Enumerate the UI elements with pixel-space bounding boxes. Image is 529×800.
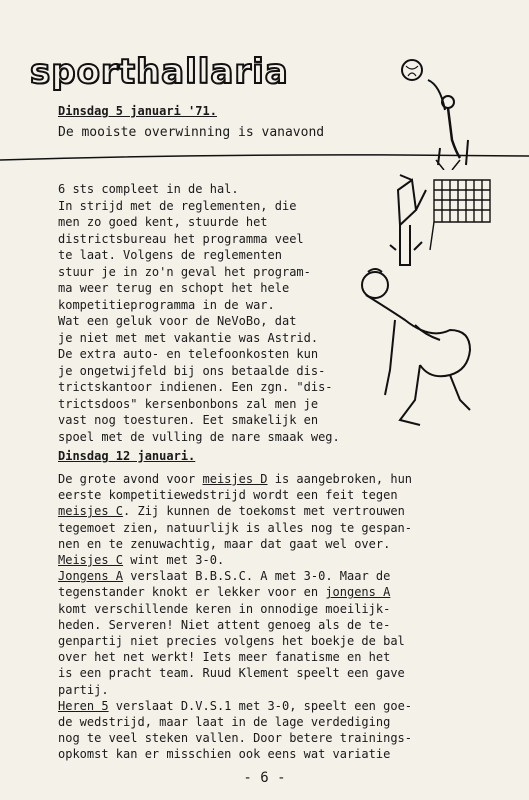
section1-line: vast nog toesturen. Eet smakelijk en xyxy=(58,413,319,427)
section2-line xyxy=(58,521,412,535)
section2-line xyxy=(58,683,109,697)
section2-line xyxy=(58,618,390,632)
section2-line xyxy=(58,602,390,616)
text-segment: nen en te zenuwachtig, maar dat gaat wel over. xyxy=(58,536,391,551)
section1-headline: De mooiste overwinning is vanavond xyxy=(58,125,325,140)
masthead-title: sporthallaria xyxy=(30,52,289,92)
section1-line: trictsdoos" kersenbonbons zal men je xyxy=(58,396,319,411)
section1-line: De extra auto- en telefoonkosten kun xyxy=(58,347,319,361)
section1-line: ma weer terug en schopt het hele xyxy=(58,281,290,295)
section2-line xyxy=(58,488,398,502)
page-number: - 6 - xyxy=(243,770,286,786)
text-segment: De grote avond voor xyxy=(58,472,203,486)
team-name: Heren 5 xyxy=(58,698,109,713)
section1-line: je ongetwijfeld bij ons betaalde dis- xyxy=(58,363,326,378)
text-segment: de wedstrijd, maar laat in de lage verdediging xyxy=(58,715,391,729)
section2-line xyxy=(58,537,390,551)
volleyball-player-illustration xyxy=(400,40,500,170)
text-segment: nog te veel steken vallen. Door betere trainings- xyxy=(58,731,413,746)
players-at-net-illustration xyxy=(330,170,510,450)
team-name: Jongens A xyxy=(58,569,124,584)
section1-line: Wat een geluk voor de NeVoBo, dat xyxy=(58,314,297,328)
text-segment: is een pracht team. Ruud Klement speelt een gave xyxy=(58,666,405,681)
section2-line xyxy=(58,666,405,680)
text-segment: . Zij kunnen de toekomst met vertrouwen xyxy=(123,504,405,519)
section2-line xyxy=(58,699,412,713)
header-rule xyxy=(0,152,529,162)
text-segment: tegemoet zien, natuurlijk is alles nog te gespan- xyxy=(58,520,413,535)
section1-line: trictskantoor indienen. Een zgn. "dis- xyxy=(58,380,333,394)
section1-line: je niet met met vakantie was Astrid. xyxy=(58,330,319,345)
text-segment: partij. xyxy=(58,682,109,697)
section2-line xyxy=(58,715,390,729)
team-name: meisjes D xyxy=(202,472,268,486)
section1-line: 6 sts compleet in de hal. xyxy=(58,182,239,196)
text-segment: opkomst kan er misschien ook eens wat variatie xyxy=(58,747,391,762)
text-segment: tegenstander knokt er lekker voor en xyxy=(58,585,326,600)
text-segment: heden. Serveren! Niet attent genoeg als de te- xyxy=(58,617,391,632)
section2-date: Dinsdag 12 januari. xyxy=(58,449,196,463)
section2-line xyxy=(58,747,390,761)
team-name: Meisjes C xyxy=(58,553,124,567)
section2-line xyxy=(58,472,412,486)
section2-line xyxy=(58,504,405,518)
text-segment: komt verschillende keren in onnodige moeilijk- xyxy=(58,601,391,616)
section1-line: spoel met de vulling de nare smaak weg. xyxy=(58,429,340,444)
text-segment: genpartij niet precies volgens het boekje de bal xyxy=(58,634,405,648)
section1-line: districtsbureau het programma veel xyxy=(58,231,304,246)
section1-date: Dinsdag 5 januari '71. xyxy=(58,104,217,118)
section1-line: men zo goed kent, stuurde het xyxy=(58,215,268,229)
section2-line xyxy=(58,650,390,664)
team-name: jongens A xyxy=(325,585,391,600)
section1-line: kompetitieprogramma in de war. xyxy=(58,297,275,312)
section2-line xyxy=(58,585,390,599)
section1-line: te laat. Volgens de reglementen xyxy=(58,248,282,262)
section2-line xyxy=(58,634,405,648)
text-segment: over het net werkt! Iets meer fanatisme en het xyxy=(58,650,391,665)
text-segment: verslaat B.B.S.C. A met 3-0. Maar de xyxy=(123,569,391,584)
text-segment: wint met 3-0. xyxy=(123,553,225,567)
section2-line xyxy=(58,553,224,567)
text-segment: is aangebroken, hun xyxy=(267,472,413,486)
section1-line: stuur je in zo'n geval het program- xyxy=(58,264,311,279)
section1-line: In strijd met de reglementen, die xyxy=(58,198,297,213)
team-name: meisjes C xyxy=(58,504,124,519)
text-segment: eerste kompetitiewedstrijd wordt een feit tegen xyxy=(58,488,398,503)
section2-line xyxy=(58,569,390,583)
section2-line xyxy=(58,731,412,745)
text-segment: verslaat D.V.S.1 met 3-0, speelt een goe- xyxy=(108,698,413,713)
